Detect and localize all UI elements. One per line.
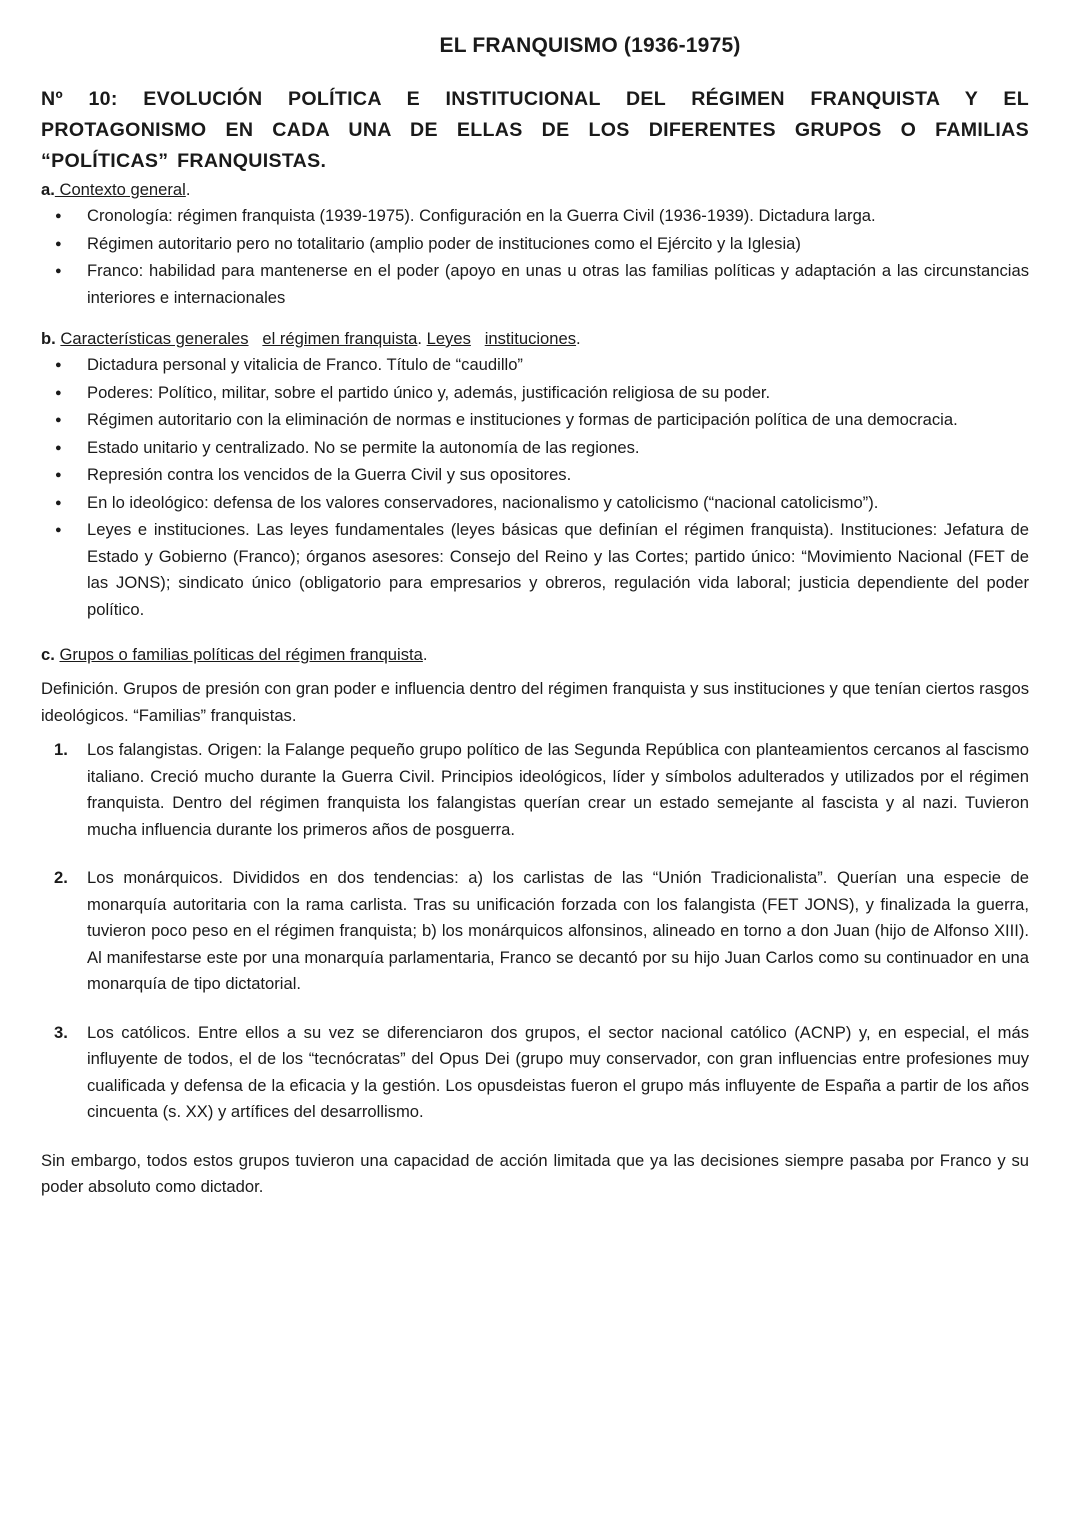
group-text: Los católicos. Entre ellos a su vez se diferenciaron dos grupos, el sector nacional católico (ACNP) y, en especial, el más influyente de todos, el de los “tecnócratas” del Opus Dei (grupo muy conservador, con gran influencias entre profesiones muy cualificada y defensa de la eficacia y la gestión. Los opusdeistas fueron el grupo más influyente de España a partir de los años cincuenta (s. XX) y artífices del desarrollismo. — [87, 1022, 1029, 1121]
group-number: 1. — [54, 740, 68, 759]
section-title-part: Leyes — [426, 329, 471, 348]
section-letter: b. — [41, 329, 56, 348]
list-item: ● En lo ideológico: defensa de los valores conservadores, nacionalismo y catolicismo (“nacional catolicismo”). — [41, 490, 1029, 517]
groups-list — [41, 737, 1029, 1126]
list-item: ● Poderes: Político, militar, sobre el partido único y, además, justificación religiosa de su poder. — [41, 380, 1029, 407]
section-title-part: Características generales — [60, 329, 249, 348]
group-text: Los falangistas. Origen: la Falange pequeño grupo político de las Segunda República con planteamientos cercanos al fascismo italiano. Creció mucho durante la Guerra Civil. Principios ideológicos, líder y símbolos adulterados y utilizados por el régimen franquista. Dentro del régimen franquista los falangistas querían crear un estado semejante al fascista y al nazi. Tuvieron mucha influencia durante los primeros años de posguerra. — [87, 740, 1029, 839]
group-text: Los monárquicos. Divididos en dos tendencias: a) los carlistas de las “Unión Tradicionalista”. Querían una especie de monarquía autoritaria con la rama carlista. Tras su unificación forzada con los falangista (FET JONS), y finalizada la guerra, tuvieron poco peso en el régimen franquista; b) los monárquicos alfonsinos, alineado en torno a don Juan (hijo de Alfonso XIII). Al manifestarse este por una monarquía parlamentaria, Franco se decantó por su hijo Juan Carlos como su continuador en una monarquía de tipo dictatorial. — [87, 868, 1029, 993]
section-title-part: instituciones — [484, 329, 577, 348]
section-b-list — [41, 352, 1029, 623]
section-end: . — [185, 180, 191, 199]
document-title: EL FRANQUISMO (1936-1975) — [439, 34, 741, 57]
section-title: Grupos o familias políticas del régimen franquista — [59, 645, 423, 664]
section-c-heading — [41, 642, 1029, 668]
list-item: ● Represión contra los vencidos de la Guerra Civil y sus opositores. — [41, 462, 1029, 489]
definition-paragraph: Definición. Grupos de presión con gran poder e influencia dentro del régimen franquista y sus instituciones y que tenían ciertos rasgos ideológicos. “Familias” franquistas. — [41, 679, 1029, 725]
group-number: 3. — [54, 1022, 68, 1042]
list-item: ● Cronología: régimen franquista (1939-1975). Configuración en la Guerra Civil (1936-1939). Dictadura larga. — [41, 203, 1029, 230]
section-a-heading — [41, 177, 1029, 203]
section-title-part: el régimen franquista — [262, 329, 418, 348]
group-number: 2. — [54, 868, 68, 887]
list-item: ● Dictadura personal y vitalicia de Franco. Título de “caudillo” — [41, 352, 1029, 379]
list-item: ● Leyes e instituciones. Las leyes fundamentales (leyes básicas que definían el régimen franquista). Instituciones: Jefatura de Estado y Gobierno (Franco); órganos asesores: Consejo del Reino y las Cortes; partido único: “Movimiento Nacional (FET de las JONS); sindicato único (obligatorio para empresarios y obreros, regulación vida laboral; justicia dependiente del poder político. — [41, 517, 1029, 623]
topic-heading: Nº 10: EVOLUCIÓN POLÍTICA E INSTITUCIONAL DEL RÉGIMEN FRANQUISTA Y EL PROTAGONISMO EN CADA UNA DE ELLAS DE LOS DIFERENTES GRUPOS O FAMILIAS “POLÍTICAS” FRANQUISTAS. — [41, 88, 1029, 172]
section-title: Contexto general — [54, 180, 186, 199]
section-dot: . — [576, 329, 581, 348]
group-item — [41, 1020, 1029, 1126]
conclusion-paragraph: Sin embargo, todos estos grupos tuvieron una capacidad de acción limitada que ya las decisiones siempre pasaba por Franco y su poder absoluto como dictador. — [41, 1150, 1029, 1196]
list-item: ● Régimen autoritario pero no totalitario (amplio poder de instituciones como el Ejército y la Iglesia) — [41, 231, 1029, 258]
group-item — [41, 737, 1029, 843]
section-letter: a. — [41, 180, 55, 199]
section-dot: . — [417, 329, 422, 348]
list-item: ● Régimen autoritario con la eliminación de normas e instituciones y formas de participación política de una democracia. — [41, 407, 1029, 434]
group-item — [41, 865, 1029, 998]
list-item: ● Franco: habilidad para mantenerse en el poder (apoyo en unas u otras las familias políticas y adaptación a las circunstancias interiores e internacionales — [41, 258, 1029, 311]
document-page — [41, 34, 1029, 1201]
section-end: . — [422, 645, 428, 664]
section-b-heading — [41, 326, 1029, 352]
section-a-list — [41, 203, 1029, 311]
section-letter: c. — [41, 645, 55, 664]
list-item: ● Estado unitario y centralizado. No se permite la autonomía de las regiones. — [41, 435, 1029, 462]
